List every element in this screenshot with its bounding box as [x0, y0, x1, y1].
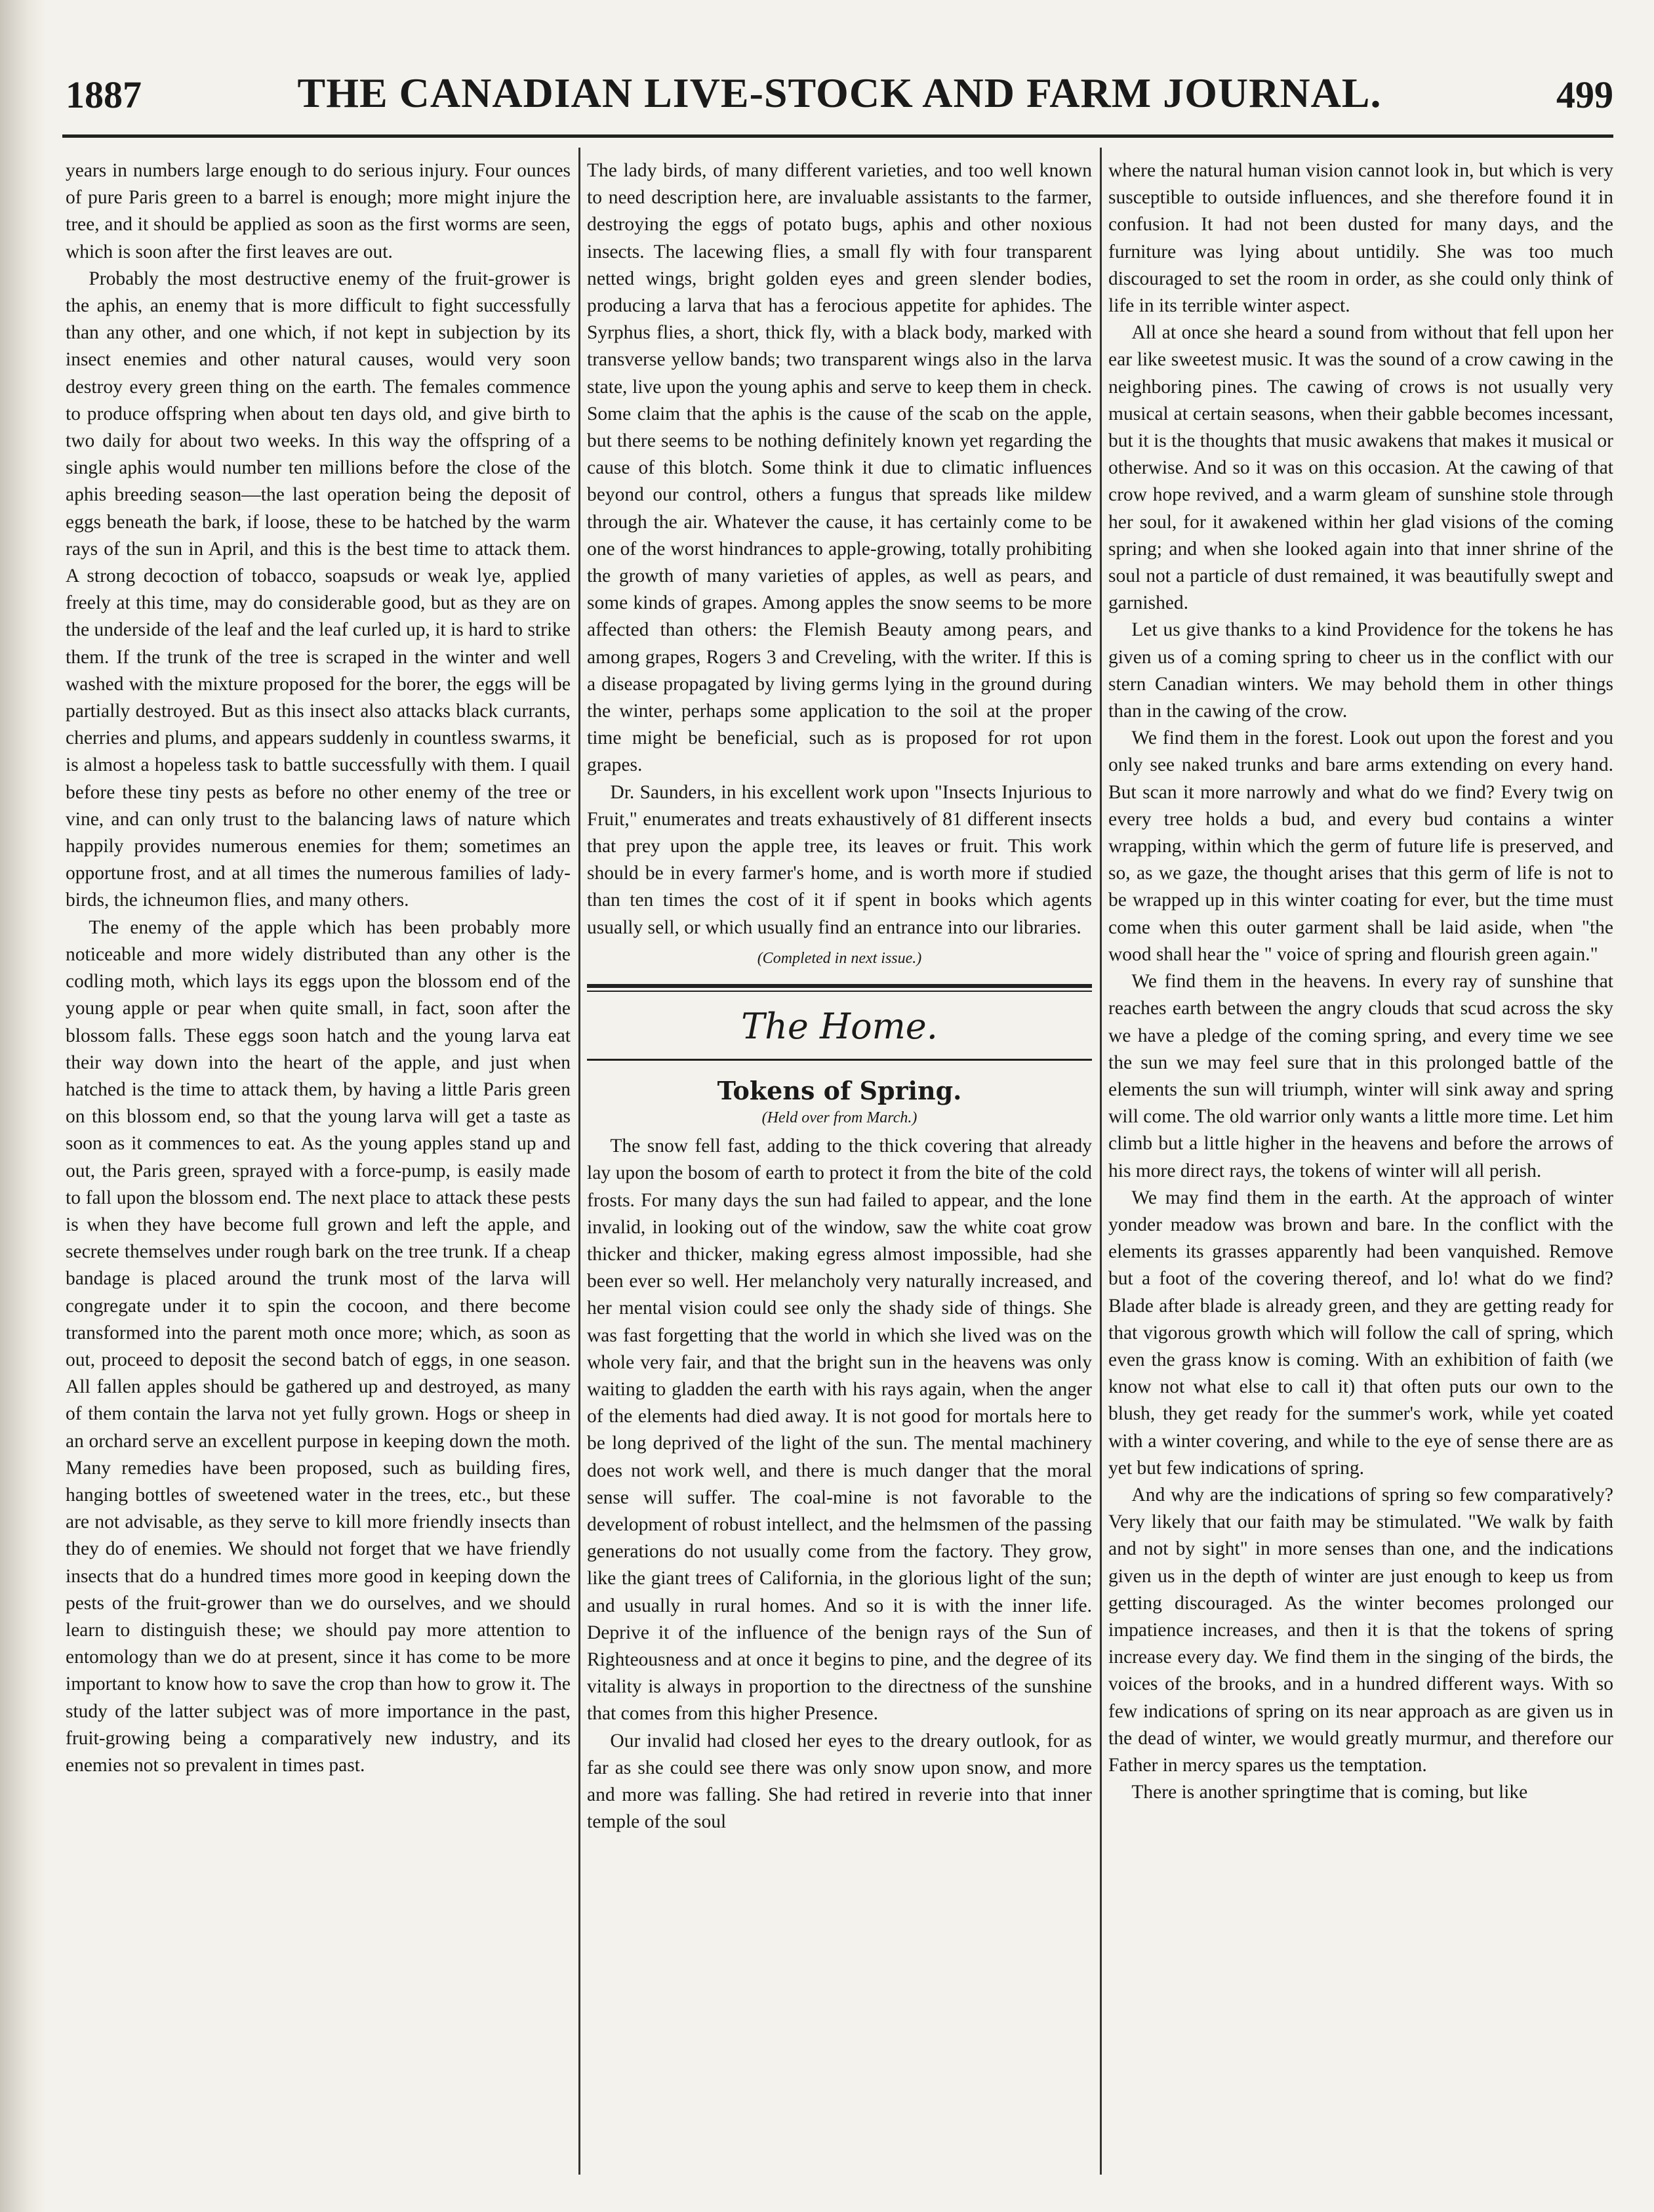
paragraph: Probably the most destructive enemy of the fruit-grower is the aphis, an enemy that is more difficult to fight successfully than any other, and one which, if not kept in subjection by its insect enemies and other natural causes, would very soon destroy every green thing on the earth. The females commence to produce offspring when about ten days old, and give birth to two daily for about two weeks. In this way the offspring of a single aphis would number ten millions before the close of the aphis breeding season—the last operation being the deposit of eggs beneath the bark, if loose, these to be hatched by the warm rays of the sun in April, and this is the best time to attack them. A strong decoction of tobacco, soapsuds or weak lye, applied freely at this time, may do considerable good, but as they are on the underside of the leaf and the leaf curled up, it is hard to strike them. If the trunk of the tree is scraped in the winter and well washed with the mixture proposed for the borer, the eggs will be partially destroyed. But as this insect also attacks black currants, cherries and plums, and appears suddenly in countless swarms, it is almost a hopeless task to battle successfully with them. I quail before these tiny pests as before no other enemy of the tree or vine, and can only trust to the balancing laws of nature which happily provides numerous enemies for them; sometimes an opportune frost, and at all times the numerous families of lady-birds, the ichneumon flies, and many others. [66, 268, 571, 911]
paragraph: The snow fell fast, adding to the thick covering that already lay upon the bosom of earth to protect it from the bite of the cold frosts. For many days the sun had failed to appear, and the lone invalid, in looking out of the window, saw the white coat grow thicker and thicker, making egress almost impossible, had she been ever so well. Her melancholy very naturally increased, and her mental vision could see only the shady side of things. She was fast forgetting that the world in which she lived was on the whole very fair, and that the bright sun in the heavens was only waiting to gladden the earth with his rays again, when the anger of the elements had died away. It is not good for mortals here to be long deprived of the light of the sun. The mental machinery does not work well, and there is much danger that the moral sense will suffer. The coal-mine is not favorable to the development of robust intellect, and the helmsmen of the passing generations do not usually come from the factory. They grow, like the giant trees of California, in the glorious light of the sun; and usually in rural homes. And so it is with the inner life. Deprive it of the influence of the benign rays of the Sun of Righteousness and at once it begins to pine, and the degree of its vitality is always in proportion to the directness of the sunshine that comes from this higher Presence. [587, 1136, 1092, 1725]
column-divider-1 [578, 148, 580, 2175]
paragraph: Our invalid had closed her eyes to the dreary outlook, for as far as she could see there was only snow upon snow, and more and more was falling. She had retired in reverie into that inner temple of the soul [587, 1730, 1092, 1833]
paragraph: All at once she heard a sound from without that fell upon her ear like sweetest music. It was the sound of a crow cawing in the neighboring pines. The cawing of crows is not usually very musical at certain seasons, when their gabble becomes incessant, but it is the thoughts that music awakens that makes it musical or otherwise. And so it was on this occasion. At the cawing of that crow hope revived, and a warm gleam of sunshine stole through her soul, for it awakened within her glad visions of the coming spring; and when she looked again into that inner shrine of the soul not a particle of dust remained, it was beautifully swept and garnished. [1108, 322, 1613, 614]
continued-note: (Completed in next issue.) [757, 949, 922, 967]
page-header [66, 69, 1613, 128]
section-rule-thin [587, 991, 1092, 992]
page-scan-edge [0, 0, 46, 2212]
article-subtitle: (Held over from March.) [761, 1109, 918, 1127]
section-rule-bottom [587, 1059, 1092, 1061]
paragraph: Dr. Saunders, in his excellent work upon "Insects Injurious to Fruit," enumerates and treats exhaustively of 81 different insects that prey upon the apple tree, its leaves or fruit. This work should be in every farmer's home, and is worth more if studied than ten times the cost of it if spent in books which agents usually sell, or which usually find an entrance into our libraries. [587, 781, 1092, 938]
header-rule [62, 134, 1613, 138]
paragraph: We may find them in the earth. At the approach of winter yonder meadow was brown and bare. In the conflict with the elements its grasses apparently had been vanquished. Remove but a foot of the covering thereof, and lo! what do we find? Blade after blade is already green, and they are getting ready for that vigorous growth which will follow the call of spring, which even the grass know is coming. With an exhibition of faith (we know not what else to call it) that often puts our own to the blush, they get ready for the summer's work, while yet coated with a winter covering, and while to the eye of sense there are as yet but few indications of spring. [1108, 1187, 1613, 1479]
paragraph: years in numbers large enough to do serious injury. Four ounces of pure Paris green to a barrel is enough; more might injure the tree, and it should be applied as soon as the first worms are seen, which is soon after the first leaves are out. [66, 160, 571, 262]
column-3 [1108, 157, 1613, 2178]
paragraph: We find them in the forest. Look out upon the forest and you only see naked trunks and bare arms extending on every hand. But scan it more narrowly and what do we find? Every twig on every tree holds a bud, and every bud contains a winter wrapping, within which the germ of future life is preserved, and so, as we gaze, the thought arises that this germ of life is not to be wrapped up in this winter coating for ever, but the time must come when this outer garment shall be laid aside, when "the wood shall hear the " voice of spring and flourish green again." [1108, 727, 1613, 965]
paragraph: We find them in the heavens. In every ray of sunshine that reaches earth between the angry clouds that scud across the sky we have a pledge of the coming spring, and every time we see the sun we may feel sure that in this prolonged battle of the elements the sun will triumph, winter will sink away and spring will come. The old warrior only wants a little more time. Let him climb but a little higher in the heavens and before the arrows of his more direct rays, the tokens of winter will all perish. [1108, 971, 1613, 1181]
column-1 [66, 157, 571, 2178]
paragraph: The enemy of the apple which has been probably more noticeable and more widely distributed than any other is the codling moth, which lays its eggs upon the blossom end of the young apple or pear when quite small, in fact, soon after the blossom falls. These eggs soon hatch and the young larva eat their way down into the heart of the apple, and just when hatched is the time to attack them, by having a little Paris green on this blossom end, so that the young larva will get a taste as soon as it commences to eat. As the young apples stand up and out, the Paris green, sprayed with a force-pump, is easily made to fall upon the blossom end. The next place to attack these pests is when they have become full grown and left the apple, and secrete themselves under rough bark on the tree trunk. If a cheap bandage is placed around the trunk most of the larva will congregate under it to spin the cocoon, and there become transformed into the parent moth once more; which, as soon as out, proceed to deposit the second batch of eggs, in one season. All fallen apples should be gathered up and destroyed, as many of them contain the larva not yet fully grown. Hogs or sheep in an orchard serve an excellent purpose in keeping down the moth. Many remedies have been proposed, such as building fires, hanging bottles of sweetened water in the trees, etc., but these are not advisable, as they serve to kill more friendly insects than they do of enemies. We should not forget that we have friendly insects that do a hundred times more good in keeping down the pests of the fruit-grower than we do ourselves, and we should learn to distinguish these; we should pay more attention to entomology than we do at present, since it has come to be more important to know how to save the crop than how to grow it. The study of the latter subject was of more importance in the past, fruit-growing being a comparatively new industry, and its enemies not so prevalent in times past. [66, 916, 571, 1776]
section-title: The Home. [741, 1006, 938, 1048]
column-2 [587, 157, 1092, 2178]
page-number: 499 [1556, 73, 1613, 116]
paragraph: And why are the indications of spring so few comparatively? Very likely that our faith may be stimulated. "We walk by faith and not by sight" in more senses than one, and the indications given us in the depth of winter are just enough to keep us from getting discouraged. As the winter becomes prolonged our impatience increases, and then it is that the tokens of spring increase every day. We find them in the singing of the birds, the voices of the brooks, and in a hundred different ways. With so few indications of spring on its near approach as are given us in the dead of winter, we would greatly murmur, and therefore our Father in mercy spares us the temptation. [1108, 1484, 1613, 1776]
article-title: Tokens of Spring. [717, 1076, 962, 1106]
paragraph: where the natural human vision cannot look in, but which is very susceptible to outside influences, and she therefore found it in confusion. It had not been dusted for many days, and the furniture was lying about untidily. She was too much discouraged to set the room in order, as she could only think of life in its terrible winter aspect. [1108, 160, 1613, 317]
column-divider-2 [1100, 148, 1102, 2175]
section-rule [587, 984, 1092, 988]
paragraph: There is another springtime that is coming, but like [1131, 1782, 1528, 1803]
paragraph: Let us give thanks to a kind Providence for the tokens he has given us of a coming spring to cheer us in the conflict with our stern Canadian winters. We may behold them in other things than in the cawing of the crow. [1108, 619, 1613, 722]
journal-title: THE CANADIAN LIVE-STOCK AND FARM JOURNAL. [297, 70, 1382, 116]
paragraph: The lady birds, of many different varieties, and too well known to need description here, are invaluable assistants to the farmer, destroying the eggs of potato bugs, aphis and other noxious insects. The lacewing flies, a small fly with four transparent netted wings, bright golden eyes and green slender bodies, producing a larva that has a ferocious appetite for aphides. The Syrphus flies, a short, thick fly, with a black body, marked with transverse yellow bands; two transparent wings also in the larva state, live upon the young aphis and serve to keep them in check. Some claim that the aphis is the cause of the scab on the apple, but there seems to be nothing definitely known yet regarding the cause of this blotch. Some think it due to climatic influences beyond our control, others a fungus that spreads like mildew through the air. Whatever the cause, it has certainly come to be one of the worst hindrances to apple-growing, totally prohibiting the growth of many varieties of apples, as well as pears, and some kinds of grapes. Among apples the snow seems to be more affected than others: the Flemish Beauty among pears, and among grapes, Rogers 3 and Creveling, with the writer. If this is a disease propagated by living germs lying in the ground during the winter, perhaps some application to the soil at the proper time might be beneficial, such as is proposed for rot upon grapes. [587, 160, 1092, 776]
header-year: 1887 [66, 73, 142, 116]
